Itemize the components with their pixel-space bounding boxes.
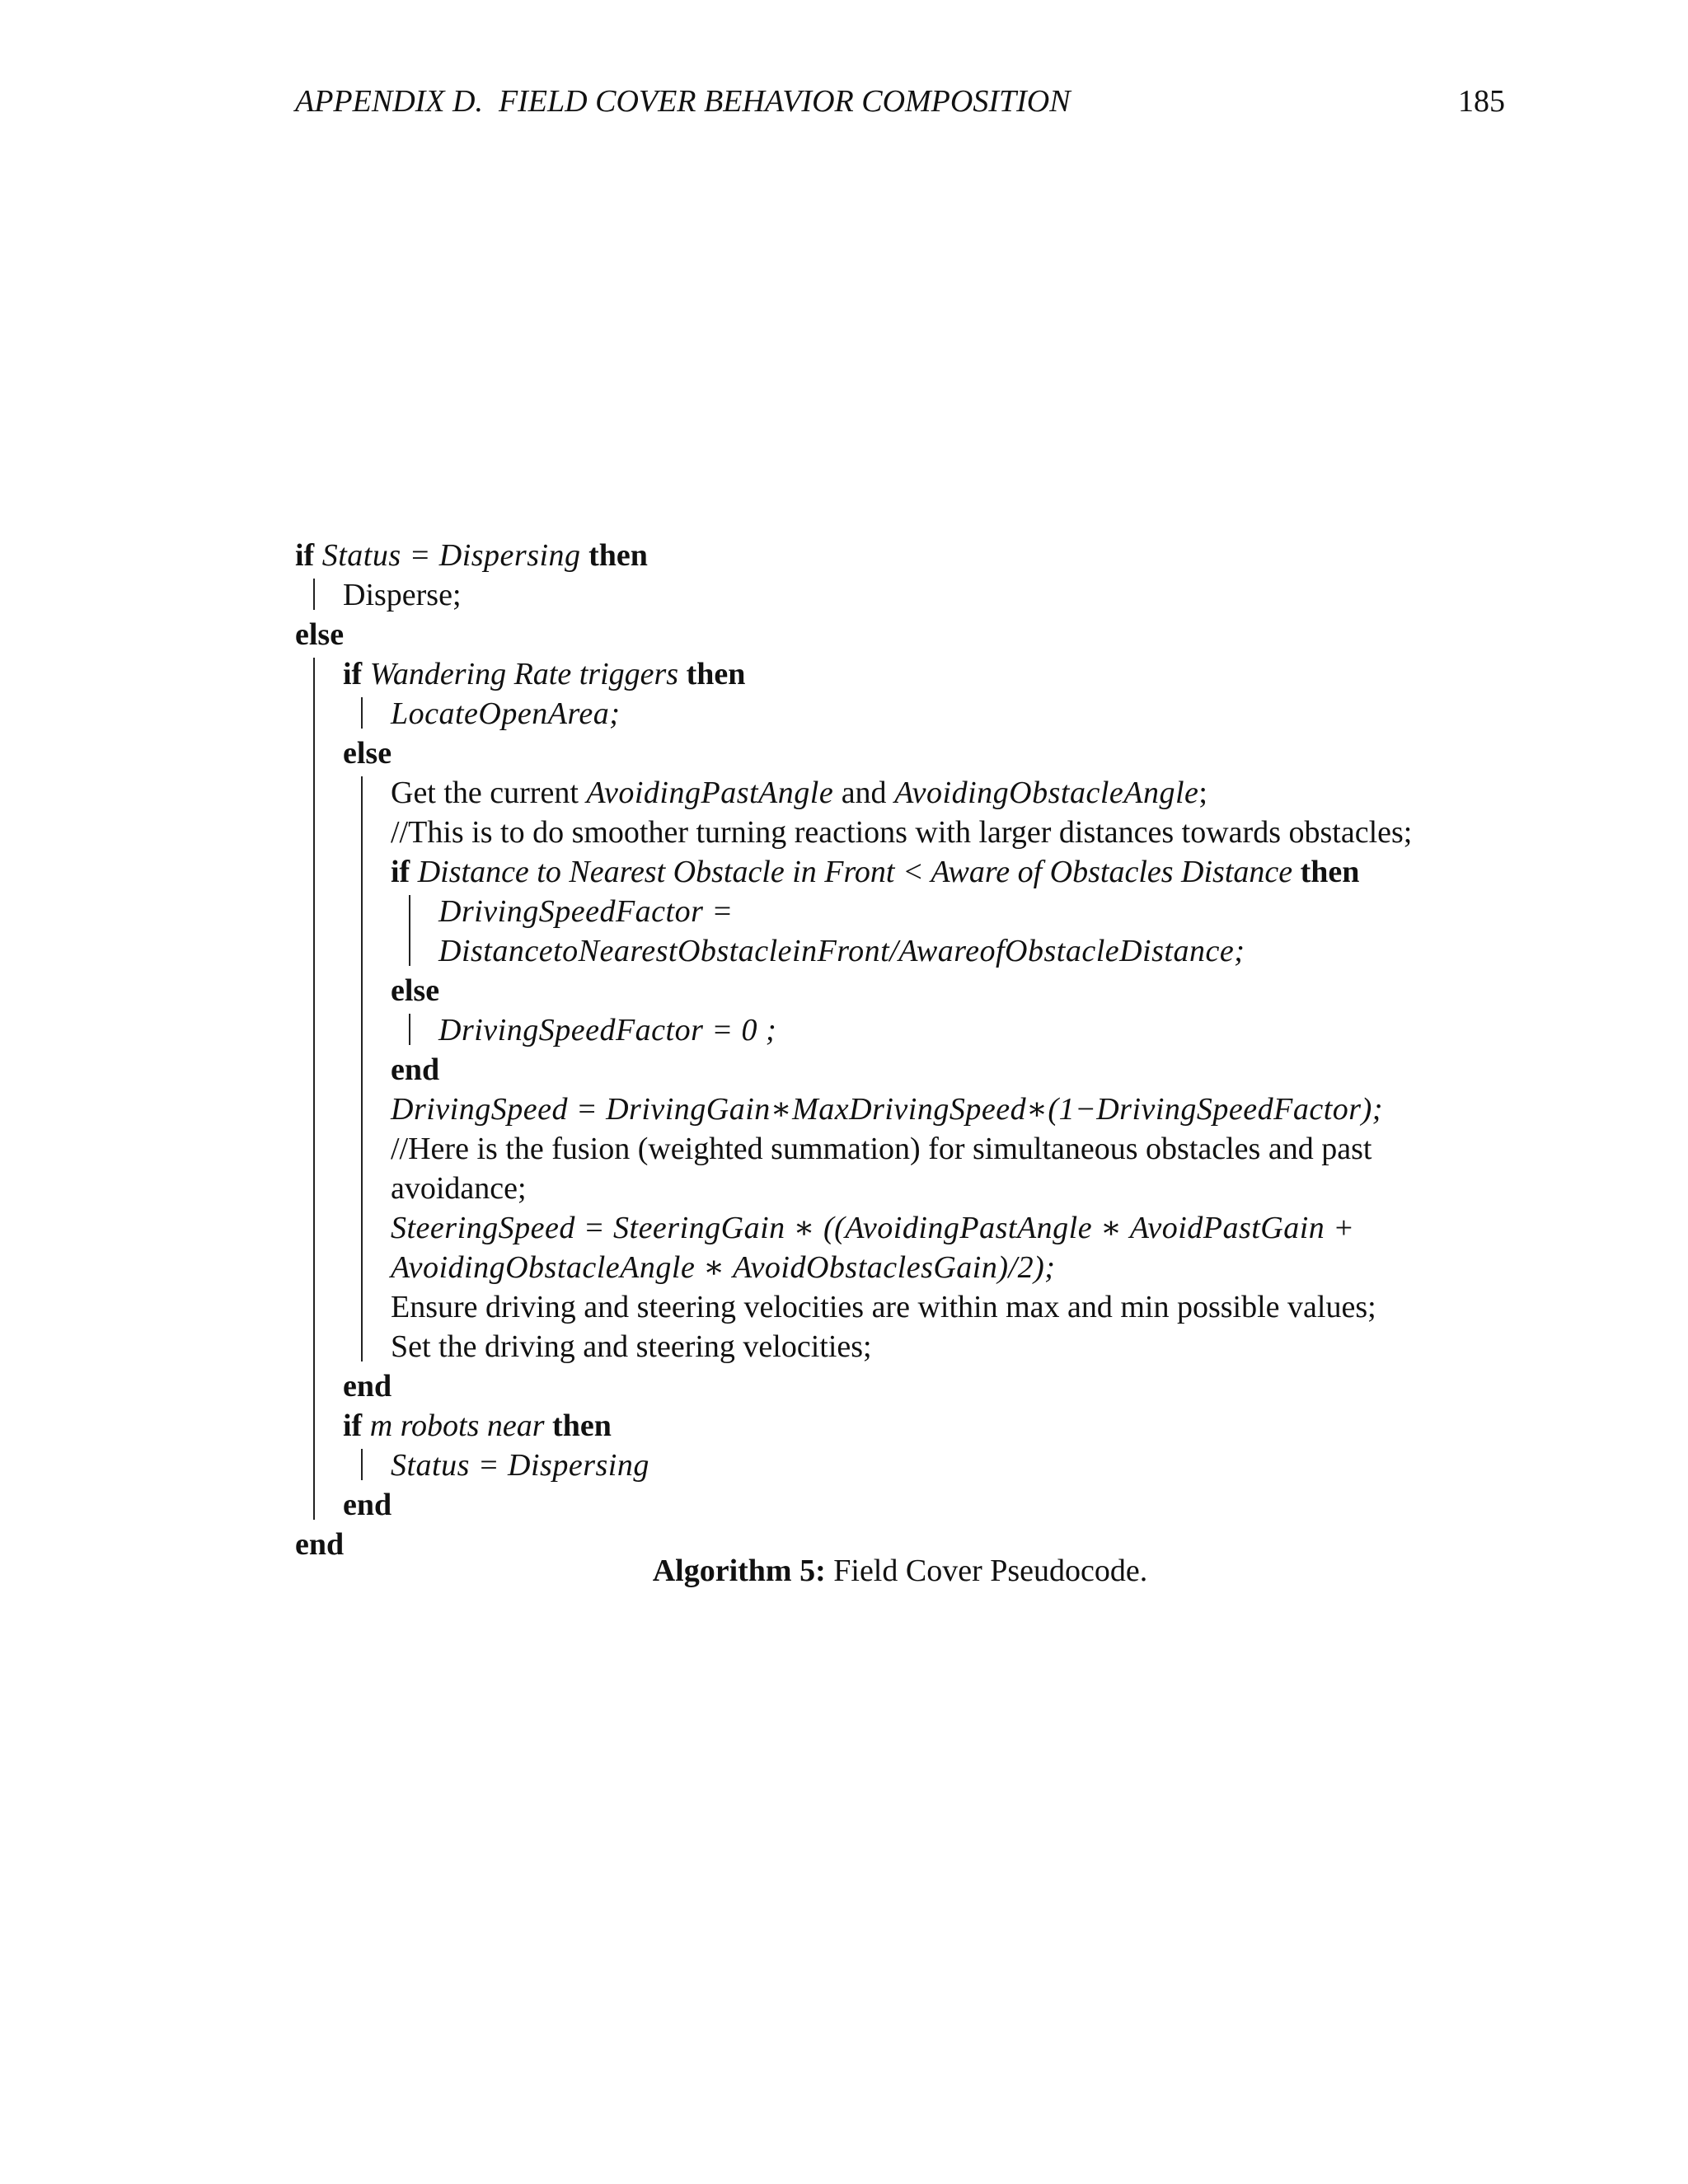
- algo-line: end: [343, 1488, 392, 1522]
- algo-line: else: [343, 736, 392, 771]
- algo-line: if m robots near then: [343, 1408, 612, 1443]
- if-wandering-block: [391, 694, 1515, 733]
- algo-line: else: [295, 617, 345, 652]
- algo-line: Get the current AvoidingPastAngle and AvoidingObstacleAngle;: [391, 776, 1207, 810]
- else-inner-block: [391, 773, 1515, 1366]
- page-number: 185: [1458, 84, 1505, 119]
- algo-line: DrivingSpeed = DrivingGain∗MaxDrivingSpeed∗(1−DrivingSpeedFactor);: [391, 1092, 1383, 1127]
- algo-line: if Status = Dispersing then: [295, 538, 648, 573]
- else-outer-block: [343, 654, 1515, 1525]
- algo-line: end: [343, 1369, 392, 1404]
- algorithm-block: [295, 536, 1515, 1564]
- running-header: [295, 81, 1505, 122]
- algo-line: //This is to do smoother turning reactions with larger distances towards obstacles;: [391, 815, 1413, 850]
- algorithm-caption: [295, 1551, 1505, 1591]
- algo-line: Ensure driving and steering velocities are within max and min possible values;: [391, 1290, 1376, 1324]
- algo-line: Set the driving and steering velocities;: [391, 1329, 872, 1364]
- if-distance-block: [438, 892, 1515, 971]
- algo-line: avoidance;: [391, 1171, 527, 1206]
- algo-line: if Distance to Nearest Obstacle in Front < Aware of Obstacles Distance then: [391, 855, 1360, 889]
- header-title: APPENDIX D. FIELD COVER BEHAVIOR COMPOSITION: [295, 84, 1071, 119]
- else-distance-block: [438, 1010, 1515, 1050]
- algo-line: Status = Dispersing: [391, 1448, 649, 1483]
- if-status-block: [343, 575, 1515, 615]
- algo-line: Disperse;: [343, 578, 462, 612]
- algo-line: SteeringSpeed = SteeringGain ∗ ((AvoidingPastAngle ∗ AvoidPastGain +: [391, 1211, 1355, 1245]
- algo-line: DrivingSpeedFactor = 0 ;: [438, 1013, 777, 1047]
- algo-line: LocateOpenArea;: [391, 696, 621, 731]
- algo-line: end: [295, 1527, 345, 1562]
- algo-line: AvoidingObstacleAngle ∗ AvoidObstaclesGain)/2);: [391, 1250, 1056, 1285]
- if-robots-block: [391, 1446, 1515, 1485]
- algo-line: DrivingSpeedFactor =: [438, 894, 734, 929]
- algo-line: DistancetoNearestObstacleinFront/AwareofObstacleDistance;: [438, 934, 1245, 968]
- caption-text: Field Cover Pseudocode.: [825, 1554, 1148, 1588]
- algo-line: //Here is the fusion (weighted summation) for simultaneous obstacles and past: [391, 1132, 1372, 1166]
- algo-line: if Wandering Rate triggers then: [343, 657, 746, 691]
- algo-line: end: [391, 1052, 440, 1087]
- caption-label: Algorithm 5:: [652, 1554, 826, 1588]
- algo-line: else: [391, 973, 440, 1008]
